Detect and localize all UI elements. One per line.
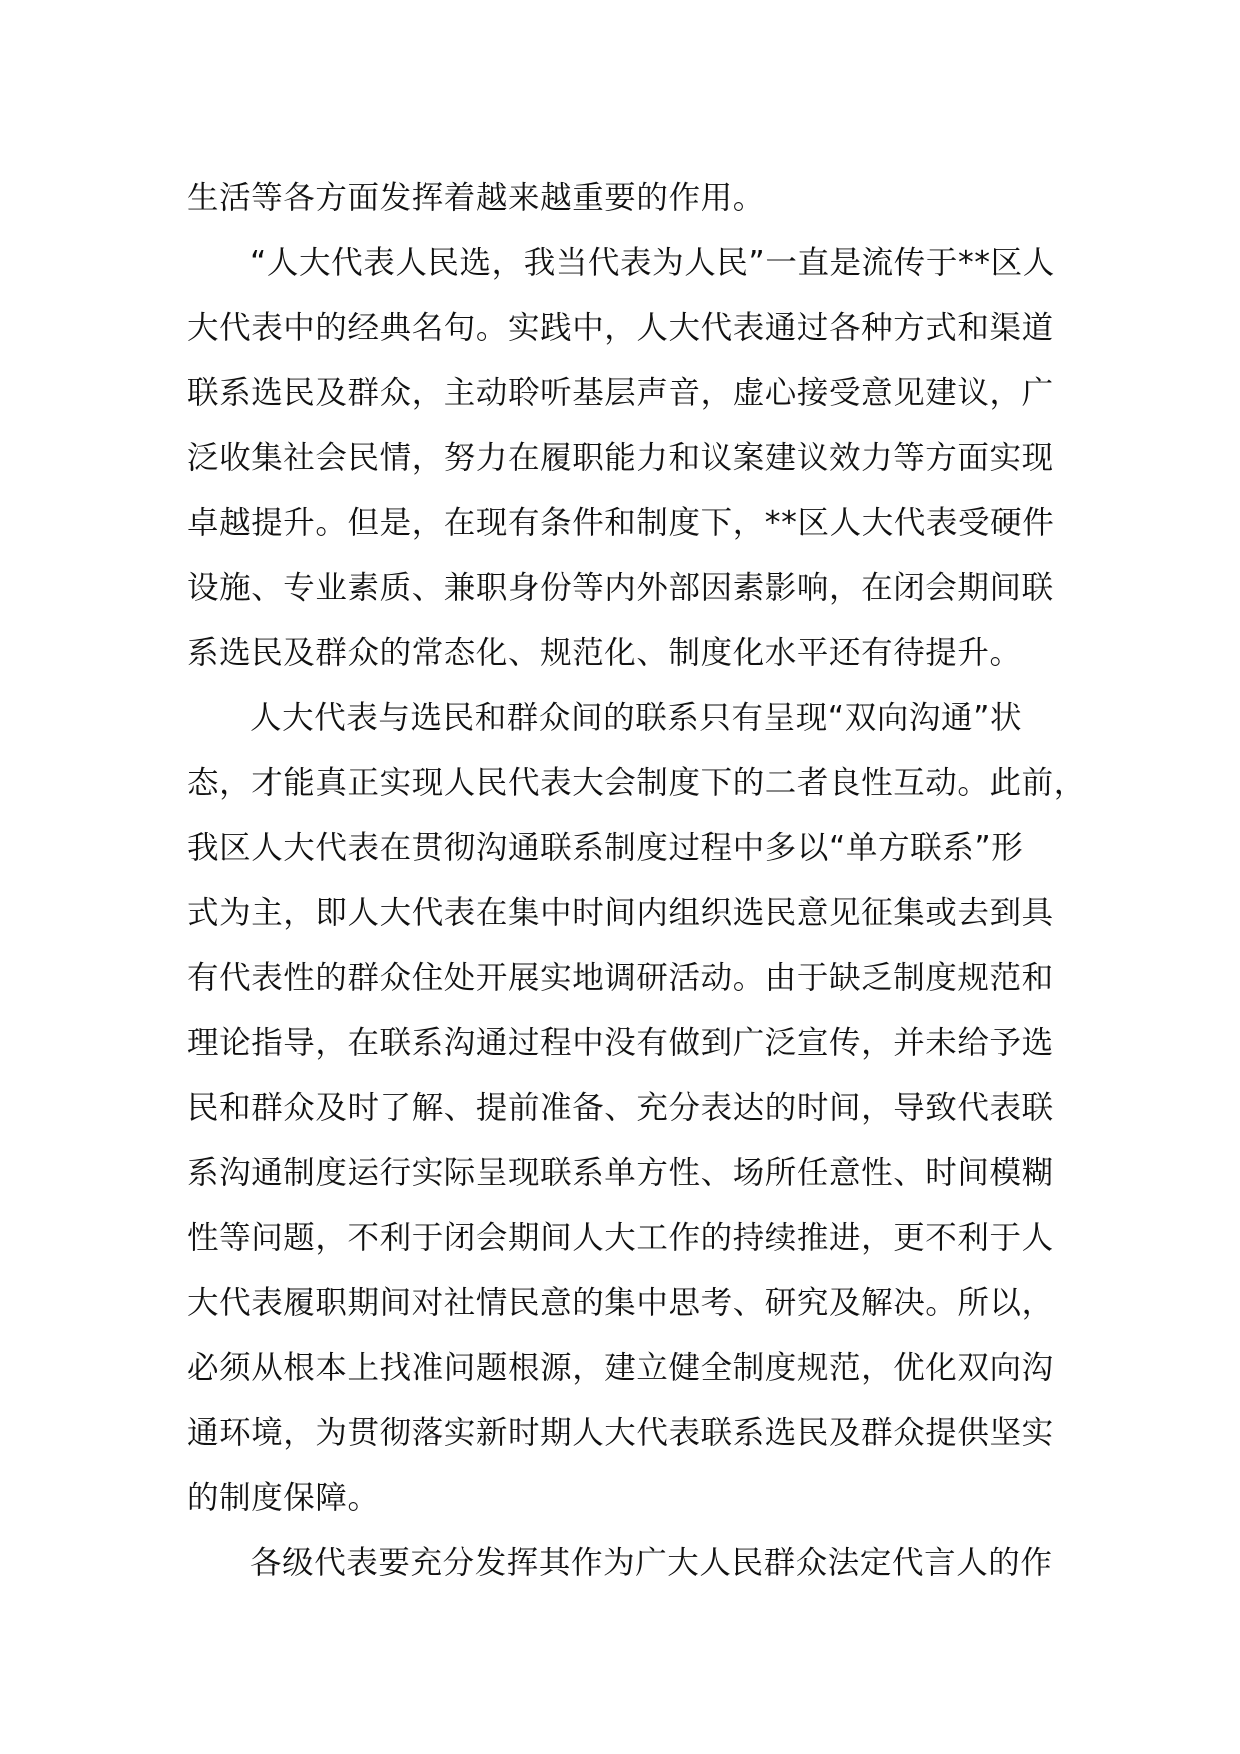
text-line: 我区人大代表在贯彻沟通联系制度过程中多以“单方联系”形 xyxy=(187,830,1024,866)
text-line: 通环境，为贯彻落实新时期人大代表联系选民及群众提供坚实 xyxy=(187,1415,1054,1451)
text-line: 系选民及群众的常态化、规范化、制度化水平还有待提升。 xyxy=(187,635,1022,671)
text-line: 性等问题，不利于闭会期间人大工作的持续推进，更不利于人 xyxy=(187,1220,1054,1256)
paragraph-start-line: 人大代表与选民和群众间的联系只有呈现“双向沟通”状 xyxy=(250,700,1023,736)
paragraph-start-line: 各级代表要充分发挥其作为广大人民群众法定代言人的作 xyxy=(250,1545,1053,1581)
text-line-continuation: 生活等各方面发挥着越来越重要的作用。 xyxy=(187,180,765,216)
text-line: 卓越提升。但是，在现有条件和制度下，**区人大代表受硬件 xyxy=(187,505,1055,541)
paragraph-start-line: “人大代表人民选，我当代表为人民”一直是流传于**区人 xyxy=(250,245,1055,281)
text-line: 联系选民及群众，主动聆听基层声音，虚心接受意见建议，广 xyxy=(187,375,1054,411)
text-line: 必须从根本上找准问题根源，建立健全制度规范，优化双向沟 xyxy=(187,1350,1054,1386)
text-line: 泛收集社会民情，努力在履职能力和议案建议效力等方面实现 xyxy=(187,440,1054,476)
text-line: 有代表性的群众住处开展实地调研活动。由于缺乏制度规范和 xyxy=(187,960,1054,996)
text-line: 大代表中的经典名句。实践中，人大代表通过各种方式和渠道 xyxy=(187,310,1054,346)
text-line: 民和群众及时了解、提前准备、充分表达的时间，导致代表联 xyxy=(187,1090,1054,1126)
body-text xyxy=(187,166,1086,1596)
text-line: 设施、专业素质、兼职身份等内外部因素影响，在闭会期间联 xyxy=(187,570,1054,606)
text-line: 的制度保障。 xyxy=(187,1480,380,1516)
text-line: 系沟通制度运行实际呈现联系单方性、场所任意性、时间模糊 xyxy=(187,1155,1054,1191)
text-line: 大代表履职期间对社情民意的集中思考、研究及解决。所以， xyxy=(187,1285,1054,1321)
text-line: 式为主，即人大代表在集中时间内组织选民意见征集或去到具 xyxy=(187,895,1054,931)
text-line: 态，才能真正实现人民代表大会制度下的二者良性互动。此前， xyxy=(187,765,1086,801)
text-line: 理论指导，在联系沟通过程中没有做到广泛宣传，并未给予选 xyxy=(187,1025,1054,1061)
